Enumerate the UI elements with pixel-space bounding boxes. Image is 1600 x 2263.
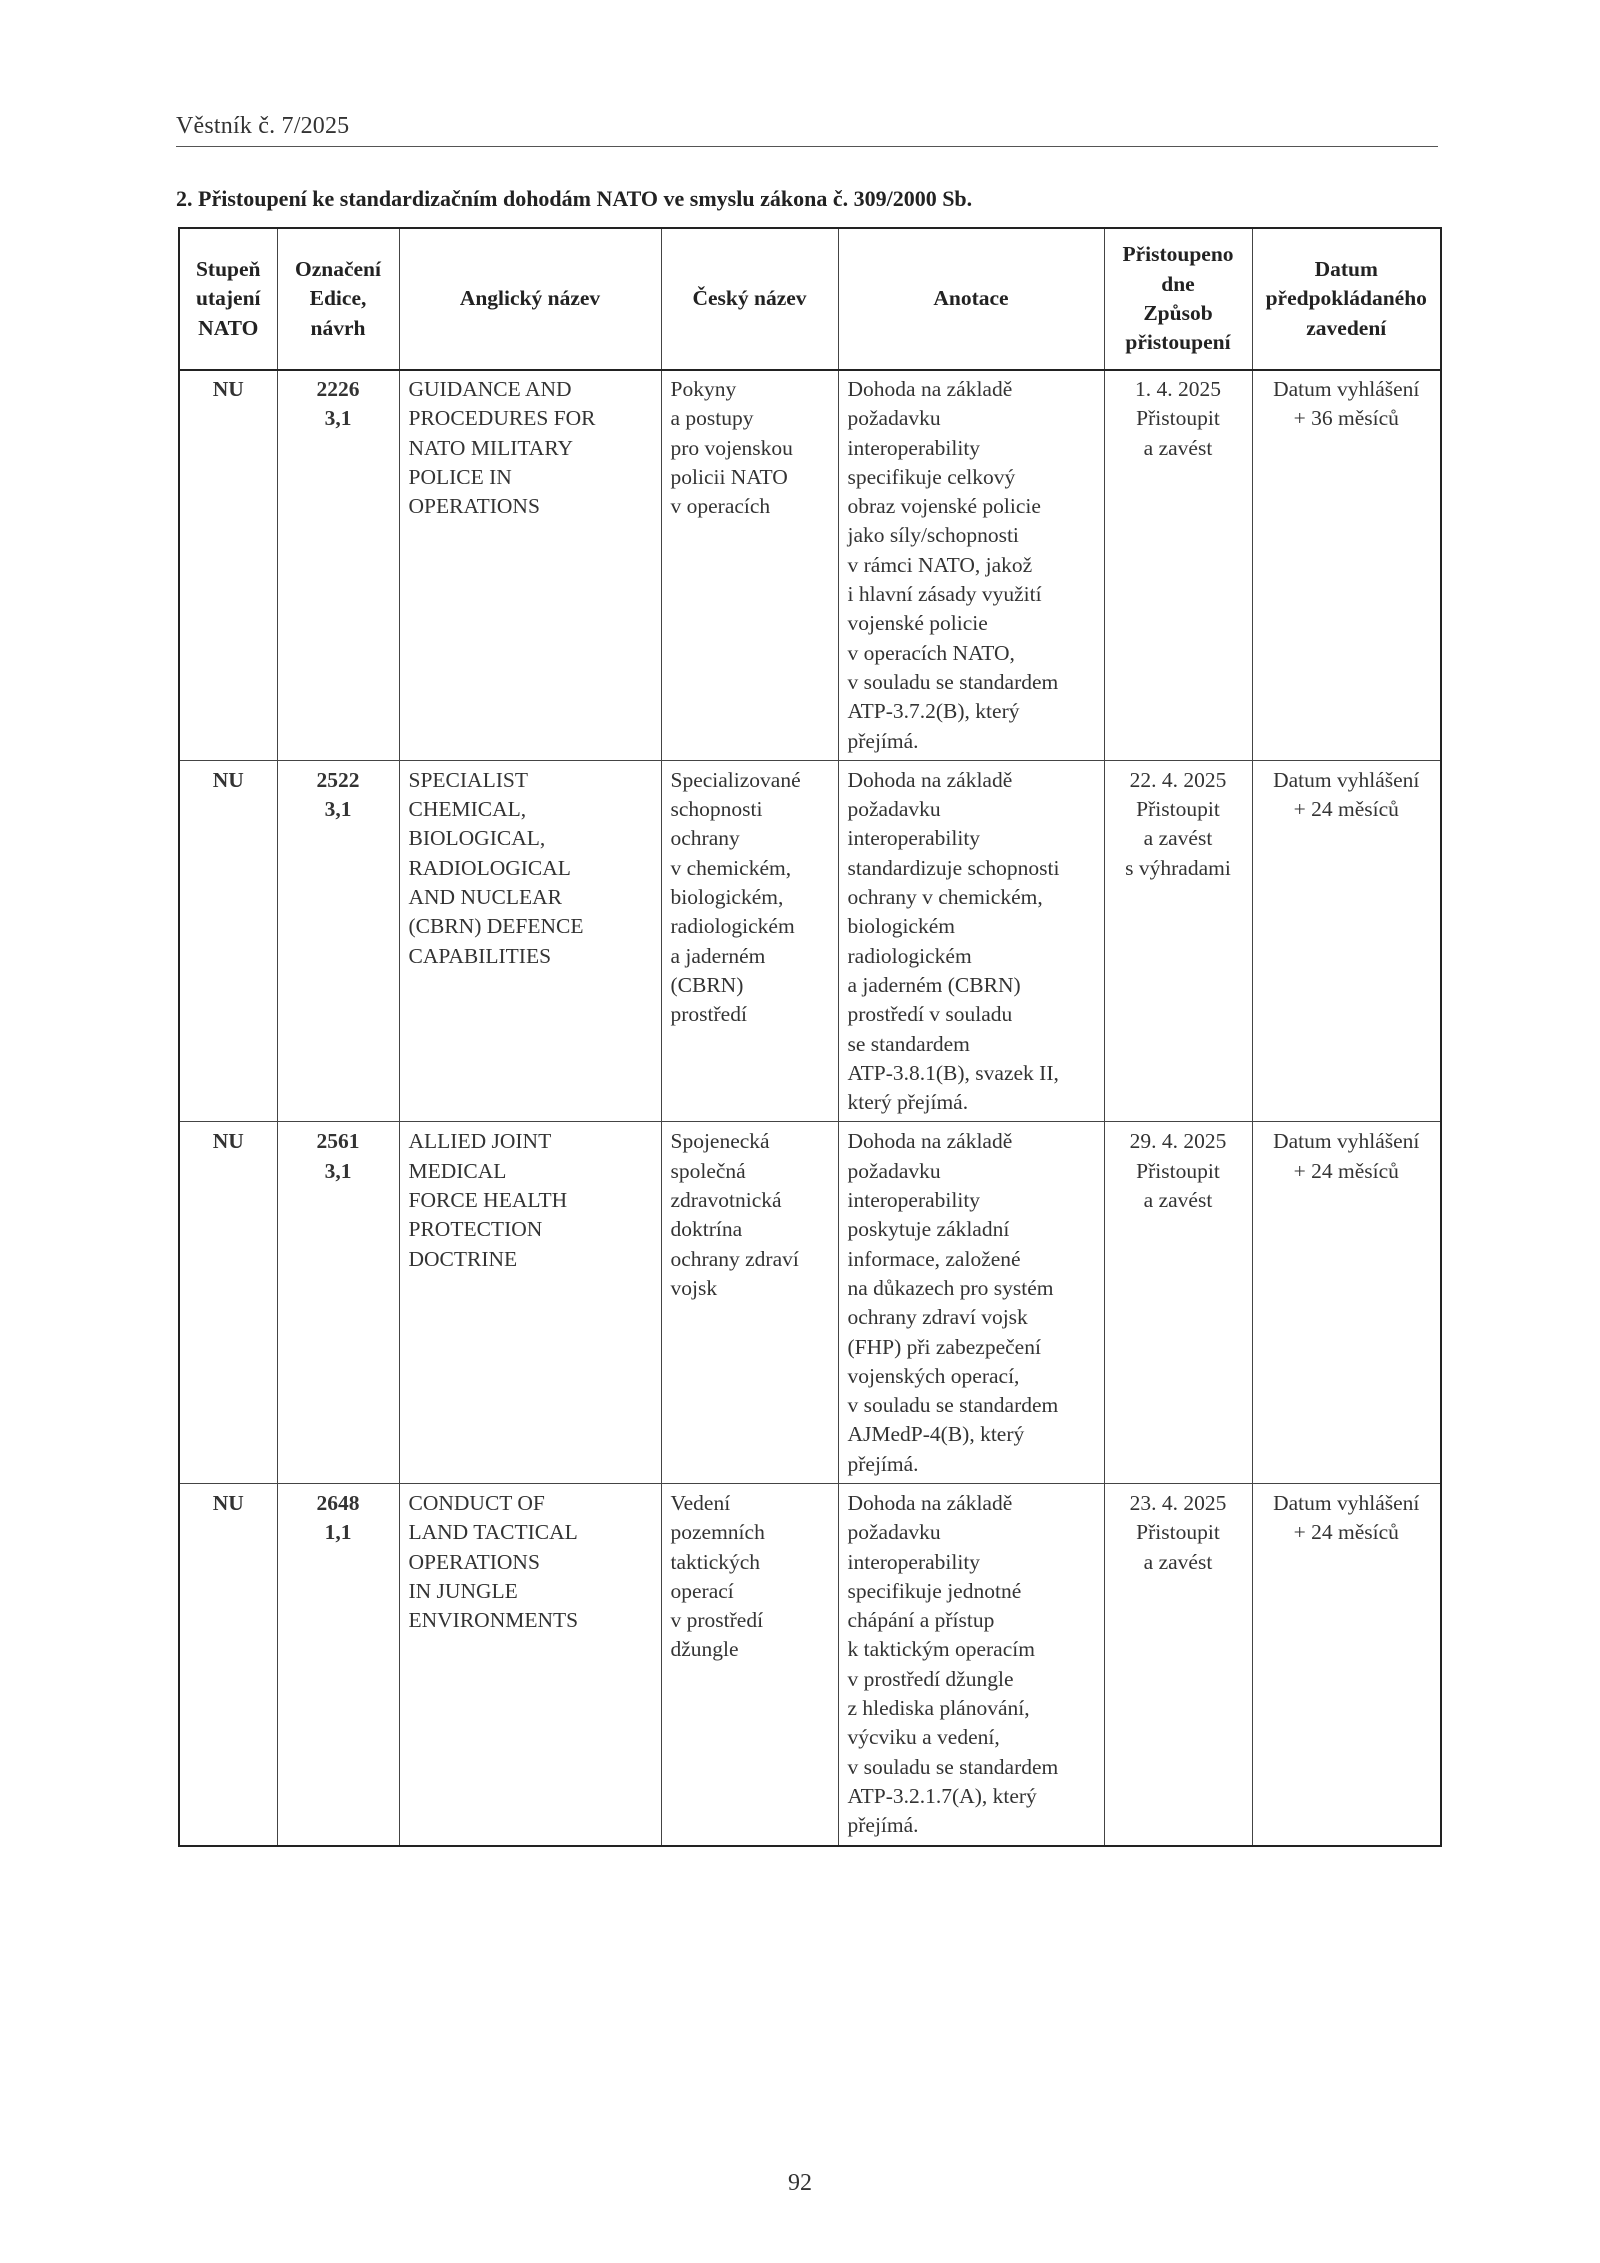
table-row — [179, 760, 1441, 1122]
czech-title-cell: Specializované schopnosti ochrany v chemickém, biologickém, radiologickém a jaderném (CBRN) prostředí — [661, 760, 838, 1122]
header-rule — [176, 146, 1438, 147]
classification-cell: NU — [179, 760, 277, 1122]
classification-cell: NU — [179, 370, 277, 760]
english-title-cell: CONDUCT OF LAND TACTICAL OPERATIONS IN JUNGLE ENVIRONMENTS — [399, 1483, 661, 1845]
running-head: Věstník č. 7/2025 — [176, 113, 350, 139]
english-title-cell: GUIDANCE AND PROCEDURES FOR NATO MILITARY POLICE IN OPERATIONS — [399, 370, 661, 760]
column-header-czech-title: Český název — [661, 228, 838, 370]
czech-title-cell: Vedení pozemních taktických operací v prostředí džungle — [661, 1483, 838, 1845]
implementation-cell: Datum vyhlášení + 24 měsíců — [1252, 1122, 1441, 1484]
column-header-english-title: Anglický název — [399, 228, 661, 370]
designation-cell: 2226 3,1 — [277, 370, 399, 760]
table-row — [179, 1483, 1441, 1845]
annotation-cell: Dohoda na základě požadavku interoperability poskytuje základní informace, založené na důkazech pro systém ochrany zdraví vojsk (FHP) při zabezpečení vojenských operací, v souladu se standardem AJMedP-4(B), který přejímá. — [838, 1122, 1104, 1484]
column-header-annotation: Anotace — [838, 228, 1104, 370]
annotation-cell: Dohoda na základě požadavku interoperability specifikuje celkový obraz vojenské policie jako síly/schopnosti v rámci NATO, jakož i hlavní zásady využití vojenské policie v operacích NATO, v souladu se standardem ATP-3.7.2(B), který přejímá. — [838, 370, 1104, 760]
annotation-cell: Dohoda na základě požadavku interoperability specifikuje jednotné chápání a přístup k taktickým operacím v prostředí džungle z hlediska plánování, výcviku a vedení, v souladu se standardem ATP-3.2.1.7(A), který přejímá. — [838, 1483, 1104, 1845]
accession-cell: 22. 4. 2025 Přistoupit a zavést s výhradami — [1104, 760, 1252, 1122]
page-number: 92 — [788, 2170, 812, 2196]
column-header-implementation: Datum předpokládaného zavedení — [1252, 228, 1441, 370]
column-header-accession: Přistoupeno dne Způsob přistoupení — [1104, 228, 1252, 370]
accession-cell: 29. 4. 2025 Přistoupit a zavést — [1104, 1122, 1252, 1484]
table-header-row — [179, 228, 1441, 370]
accession-cell: 1. 4. 2025 Přistoupit a zavést — [1104, 370, 1252, 760]
implementation-cell: Datum vyhlášení + 36 měsíců — [1252, 370, 1441, 760]
classification-cell: NU — [179, 1483, 277, 1845]
english-title-cell: ALLIED JOINT MEDICAL FORCE HEALTH PROTECTION DOCTRINE — [399, 1122, 661, 1484]
designation-cell: 2561 3,1 — [277, 1122, 399, 1484]
section-title: 2. Přistoupení ke standardizačním dohodám NATO ve smyslu zákona č. 309/2000 Sb. — [176, 186, 973, 211]
column-header-classification: Stupeň utajení NATO — [179, 228, 277, 370]
table-row — [179, 1122, 1441, 1484]
designation-cell: 2522 3,1 — [277, 760, 399, 1122]
implementation-cell: Datum vyhlášení + 24 měsíců — [1252, 1483, 1441, 1845]
column-header-designation: Označení Edice, návrh — [277, 228, 399, 370]
english-title-cell: SPECIALIST CHEMICAL, BIOLOGICAL, RADIOLOGICAL AND NUCLEAR (CBRN) DEFENCE CAPABILITIES — [399, 760, 661, 1122]
table-row — [179, 370, 1441, 760]
classification-cell: NU — [179, 1122, 277, 1484]
accession-cell: 23. 4. 2025 Přistoupit a zavést — [1104, 1483, 1252, 1845]
annotation-cell: Dohoda na základě požadavku interoperability standardizuje schopnosti ochrany v chemickém, biologickém radiologickém a jaderném (CBRN) prostředí v souladu se standardem ATP-3.8.1(B), svazek II, který přejímá. — [838, 760, 1104, 1122]
implementation-cell: Datum vyhlášení + 24 měsíců — [1252, 760, 1441, 1122]
czech-title-cell: Spojenecká společná zdravotnická doktrína ochrany zdraví vojsk — [661, 1122, 838, 1484]
nato-standards-table — [178, 227, 1442, 1847]
czech-title-cell: Pokyny a postupy pro vojenskou policii NATO v operacích — [661, 370, 838, 760]
designation-cell: 2648 1,1 — [277, 1483, 399, 1845]
